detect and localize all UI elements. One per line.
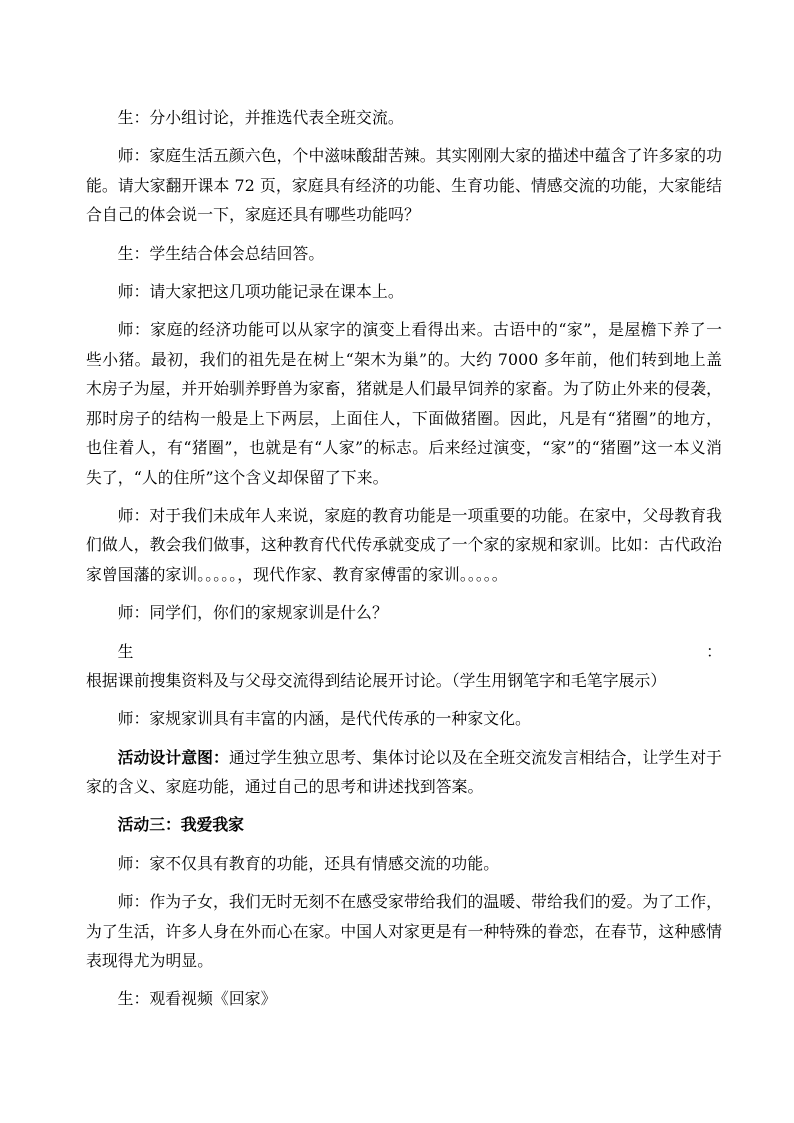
speaker-label: 生： [117,641,722,661]
paragraph-text: 学生结合体会总结回答。 [149,243,325,263]
dialogue-paragraph [86,849,722,879]
speaker-label: 师： [117,853,150,873]
speaker-label: 师： [117,603,150,623]
paragraph-text: 同学们，你们的家规家训是什么？ [149,603,388,623]
design-intent-text: 通过学生独立思考、集体讨论以及在全班交流发言相结合，让学生对于家的含义、家庭功能，通过自己的思考和讲述找到答案。 [86,747,722,797]
speaker-label: 师： [117,320,151,340]
speaker-label: 师： [117,709,150,729]
dialogue-paragraph [86,501,722,590]
paragraph-text: 观看视频《回家》 [149,989,277,1009]
activity-heading: 活动三：我爱我家 [117,815,244,835]
paragraph-text: 家庭的经济功能可以从家字的演变上看得出来。古语中的“家”，是屋檐下养了一些小猪。最初，我们的祖先是在树上“架木为巢”的。大约 7000 多年前，他们转到地上盖木房子为屋，并开始驯养野兽为家畜，猪就是人们最早饲养的家畜。为了防止外来的侵袭，那时房子的结构一般是上下两层，上面住人，下面做猪圈。因此，凡是有“猪圈”的地方，也住着人，有“猪圈”，也就是有“人家”的标志。后来经过演变，“家”的“猪圈”这一本义消失了，“人的住所”这个含义却保留了下来。 [86,320,722,487]
paragraph-text: 分小组讨论，并推选代表全班交流。 [149,108,404,127]
speaker-label: 师： [117,892,150,912]
dialogue-paragraph [86,637,722,696]
speaker-label: 师： [117,281,150,301]
speaker-label: 师： [117,146,150,166]
design-intent-label: 活动设计意图： [117,747,229,767]
dialogue-paragraph [86,315,722,492]
paragraph-text: 请大家把这几项功能记录在课本上。 [149,281,404,301]
dialogue-paragraph [86,704,722,734]
speaker-label: 生： [117,243,150,263]
dialogue-paragraph [86,103,722,133]
paragraph-text: 作为子女，我们无时无刻不在感受家带给我们的温暖、带给我们的爱。为了工作，为了生活，许多人身在外而心在家。中国人对家更是有一种特殊的眷恋，在春节，这种感情表现得尤为明显。 [86,892,722,971]
paragraph-text: 家不仅具有教育的功能，还具有情感交流的功能。 [149,853,500,873]
paragraph-text: 对于我们未成年人来说，家庭的教育功能是一项重要的功能。在家中，父母教育我们做人，教会我们做事，这种教育代代传承就变成了一个家的家规和家训。比如：古代政治家曾国藩的家训。。。。。，现代作家、教育家傅雷的家训。。。。。 [86,505,722,584]
document-page [86,103,722,1023]
dialogue-paragraph [86,984,722,1014]
speaker-label: 生： [117,108,150,127]
dialogue-paragraph [86,887,722,976]
dialogue-paragraph [86,239,722,269]
design-intent-paragraph [86,743,722,802]
speaker-label: 生： [117,989,150,1009]
paragraph-text: 家庭生活五颜六色，个中滋味酸甜苦辣。其实刚刚大家的描述中蕴含了许多家的功能。请大家翻开课本 72 页，家庭具有经济的功能、生育功能、情感交流的功能，大家能结合自己的体会说一下，家庭还具有哪些功能吗？ [86,146,722,225]
dialogue-paragraph [86,141,722,230]
dialogue-paragraph [86,277,722,307]
speaker-label: 师： [117,505,150,525]
paragraph-text: 根据课前搜集资料及与父母交流得到结论展开讨论。（学生用钢笔字和毛笔字展示） [86,671,667,691]
dialogue-paragraph [86,598,722,628]
paragraph-text: 家规家训具有丰富的内涵，是代代传承的一种家文化。 [149,709,531,729]
